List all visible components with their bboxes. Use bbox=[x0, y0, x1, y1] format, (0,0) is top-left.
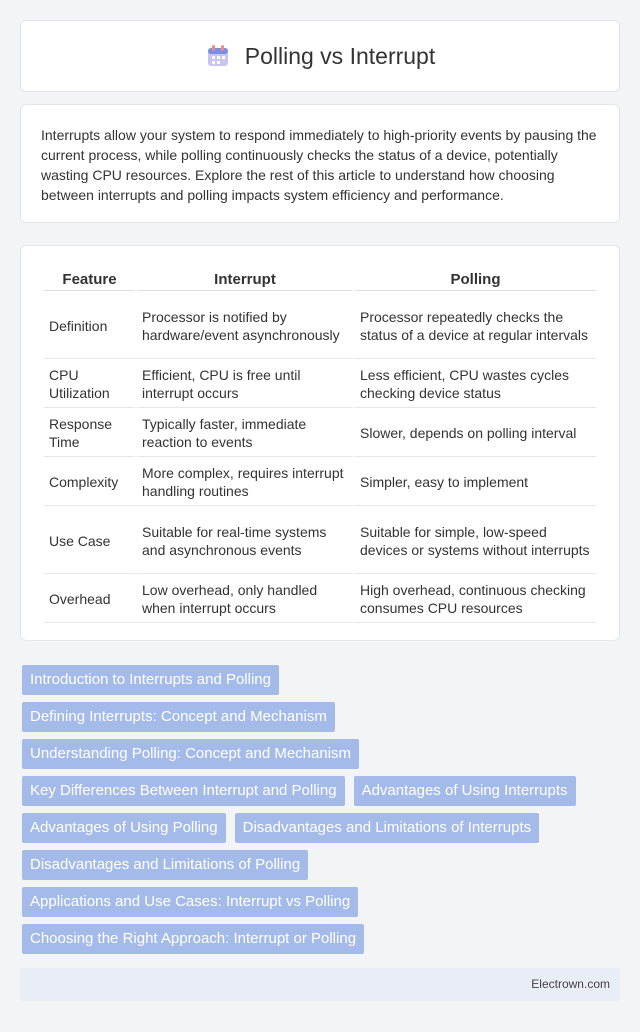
page-title: Polling vs Interrupt bbox=[244, 42, 436, 69]
footer bbox=[20, 968, 620, 1001]
table-row bbox=[44, 361, 596, 408]
intro-card bbox=[20, 104, 620, 223]
tag-link[interactable]: Advantages of Using Polling bbox=[22, 813, 226, 843]
title-wrap bbox=[205, 43, 435, 70]
row-feature: Definition bbox=[44, 293, 135, 359]
row-feature: CPU Utilization bbox=[44, 361, 135, 408]
row-polling: Less efficient, CPU wastes cycles checking device status bbox=[355, 361, 596, 408]
comparison-table bbox=[42, 266, 598, 625]
tag-link[interactable]: Key Differences Between Interrupt and Polling bbox=[22, 776, 345, 806]
table-row bbox=[44, 459, 596, 506]
tag-link[interactable]: Choosing the Right Approach: Interrupt or Polling bbox=[22, 924, 364, 954]
footer-brand[interactable]: Electrown.com bbox=[531, 977, 610, 991]
tag-row bbox=[22, 813, 622, 843]
row-feature: Response Time bbox=[44, 410, 135, 457]
header-interrupt: Interrupt bbox=[137, 268, 353, 291]
tag-row bbox=[22, 665, 622, 695]
tag-link[interactable]: Disadvantages and Limitations of Polling bbox=[22, 850, 308, 880]
row-feature: Use Case bbox=[44, 508, 135, 574]
tag-row bbox=[22, 850, 622, 880]
tag-link[interactable]: Applications and Use Cases: Interrupt vs Polling bbox=[22, 887, 358, 917]
row-polling: Processor repeatedly checks the status of a device at regular intervals bbox=[355, 293, 596, 359]
row-interrupt: Typically faster, immediate reaction to events bbox=[137, 410, 353, 457]
table-header-row bbox=[44, 268, 596, 291]
row-interrupt: Low overhead, only handled when interrupt occurs bbox=[137, 576, 353, 623]
table-row bbox=[44, 293, 596, 359]
header-feature: Feature bbox=[44, 268, 135, 291]
tag-row bbox=[22, 887, 622, 917]
topic-tags bbox=[22, 665, 622, 961]
calendar-icon bbox=[205, 43, 231, 69]
title-card bbox=[20, 20, 620, 92]
row-interrupt: Suitable for real-time systems and asynchronous events bbox=[137, 508, 353, 574]
tag-link[interactable]: Disadvantages and Limitations of Interrupts bbox=[235, 813, 540, 843]
row-polling: Slower, depends on polling interval bbox=[355, 410, 596, 457]
row-interrupt: Processor is notified by hardware/event asynchronously bbox=[137, 293, 353, 359]
tag-row bbox=[22, 739, 622, 769]
row-polling: Suitable for simple, low-speed devices or systems without interrupts bbox=[355, 508, 596, 574]
row-interrupt: More complex, requires interrupt handling routines bbox=[137, 459, 353, 506]
table-row bbox=[44, 508, 596, 574]
table-row bbox=[44, 576, 596, 623]
tag-link[interactable]: Introduction to Interrupts and Polling bbox=[22, 665, 279, 695]
tag-row bbox=[22, 702, 622, 732]
tag-row bbox=[22, 776, 622, 806]
table-row bbox=[44, 410, 596, 457]
tag-link[interactable]: Understanding Polling: Concept and Mechanism bbox=[22, 739, 359, 769]
tag-link[interactable]: Defining Interrupts: Concept and Mechanism bbox=[22, 702, 335, 732]
comparison-card bbox=[20, 245, 620, 641]
row-feature: Overhead bbox=[44, 576, 135, 623]
intro-paragraph: Interrupts allow your system to respond immediately to high-priority events by pausing the current process, while polling continuously checks the status of a device, potentially wasting CPU resources. Explore the rest of this article to understand how choosing between interrupts and polling impacts system efficiency and performance. bbox=[41, 127, 597, 203]
row-polling: Simpler, easy to implement bbox=[355, 459, 596, 506]
row-polling: High overhead, continuous checking consumes CPU resources bbox=[355, 576, 596, 623]
tag-link[interactable]: Advantages of Using Interrupts bbox=[354, 776, 576, 806]
row-feature: Complexity bbox=[44, 459, 135, 506]
header-polling: Polling bbox=[355, 268, 596, 291]
row-interrupt: Efficient, CPU is free until interrupt occurs bbox=[137, 361, 353, 408]
tag-row bbox=[22, 924, 622, 954]
